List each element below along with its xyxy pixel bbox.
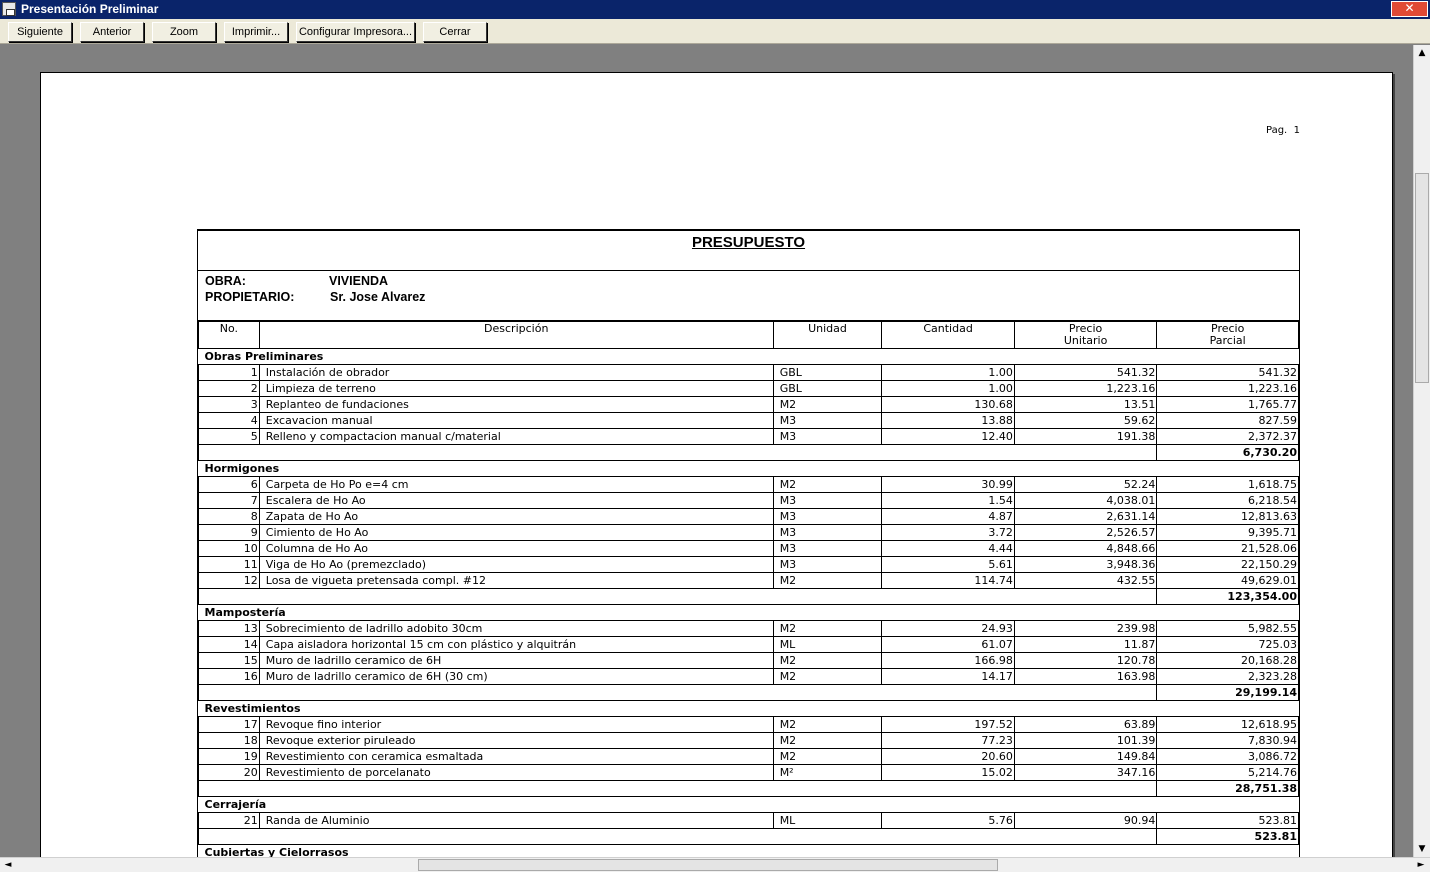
item-description: Limpieza de terreno xyxy=(259,381,773,397)
item-number: 17 xyxy=(199,717,260,733)
item-unit-price: 432.55 xyxy=(1014,573,1157,589)
item-number: 2 xyxy=(199,381,260,397)
item-description: Instalación de obrador xyxy=(259,365,773,381)
item-partial-price: 6,218.54 xyxy=(1157,493,1299,509)
table-row xyxy=(199,765,1299,781)
item-partial-price: 523.81 xyxy=(1157,813,1299,829)
title-bar xyxy=(0,0,1430,19)
item-unit: GBL xyxy=(773,365,882,381)
item-unit: M3 xyxy=(773,509,882,525)
item-description: Cimiento de Ho Ao xyxy=(259,525,773,541)
item-partial-price: 12,618.95 xyxy=(1157,717,1299,733)
section-title: Hormigones xyxy=(199,461,1299,477)
close-icon: ✕ xyxy=(1404,1,1415,15)
item-unit: M2 xyxy=(773,573,882,589)
item-quantity: 13.88 xyxy=(882,413,1015,429)
section-row xyxy=(199,605,1299,621)
item-partial-price: 7,830.94 xyxy=(1157,733,1299,749)
col-header-unidad: Unidad xyxy=(773,322,882,349)
table-row xyxy=(199,717,1299,733)
item-unit: M2 xyxy=(773,749,882,765)
item-partial-price: 5,982.55 xyxy=(1157,621,1299,637)
page-label: Pag. xyxy=(1266,125,1288,136)
item-unit-price: 163.98 xyxy=(1014,669,1157,685)
item-number: 7 xyxy=(199,493,260,509)
table-row xyxy=(199,493,1299,509)
section-subtotal: 6,730.20 xyxy=(1157,445,1299,461)
previous-button[interactable]: Anterior xyxy=(80,22,144,42)
preview-viewport xyxy=(0,45,1413,857)
item-partial-price: 12,813.63 xyxy=(1157,509,1299,525)
window-title: Presentación Preliminar xyxy=(21,2,159,16)
item-number: 21 xyxy=(199,813,260,829)
table-row xyxy=(199,397,1299,413)
section-row xyxy=(199,845,1299,858)
item-unit: M2 xyxy=(773,477,882,493)
col-header-descripcion: Descripción xyxy=(259,322,773,349)
item-unit: M3 xyxy=(773,413,882,429)
item-unit: M2 xyxy=(773,717,882,733)
item-unit-price: 4,848.66 xyxy=(1014,541,1157,557)
item-unit-price: 3,948.36 xyxy=(1014,557,1157,573)
table-row xyxy=(199,813,1299,829)
item-description: Replanteo de fundaciones xyxy=(259,397,773,413)
budget-report xyxy=(197,229,1300,857)
item-number: 14 xyxy=(199,637,260,653)
item-partial-price: 20,168.28 xyxy=(1157,653,1299,669)
item-number: 15 xyxy=(199,653,260,669)
item-number: 6 xyxy=(199,477,260,493)
item-quantity: 12.40 xyxy=(882,429,1015,445)
item-unit-price: 90.94 xyxy=(1014,813,1157,829)
item-quantity: 3.72 xyxy=(882,525,1015,541)
item-unit: ML xyxy=(773,813,882,829)
item-quantity: 30.99 xyxy=(882,477,1015,493)
item-quantity: 114.74 xyxy=(882,573,1015,589)
subtotal-spacer xyxy=(199,829,1157,845)
item-number: 3 xyxy=(199,397,260,413)
item-partial-price: 2,372.37 xyxy=(1157,429,1299,445)
item-unit: GBL xyxy=(773,381,882,397)
item-partial-price: 541.32 xyxy=(1157,365,1299,381)
item-unit-price: 191.38 xyxy=(1014,429,1157,445)
subtotal-spacer xyxy=(199,781,1157,797)
item-partial-price: 1,223.16 xyxy=(1157,381,1299,397)
item-number: 12 xyxy=(199,573,260,589)
item-description: Sobrecimiento de ladrillo adobito 30cm xyxy=(259,621,773,637)
table-row xyxy=(199,477,1299,493)
item-unit-price: 4,038.01 xyxy=(1014,493,1157,509)
item-partial-price: 1,765.77 xyxy=(1157,397,1299,413)
col-header-no: No. xyxy=(199,322,260,349)
item-unit-price: 149.84 xyxy=(1014,749,1157,765)
item-number: 18 xyxy=(199,733,260,749)
budget-table xyxy=(198,321,1299,857)
table-row xyxy=(199,429,1299,445)
item-unit: M2 xyxy=(773,397,882,413)
item-quantity: 24.93 xyxy=(882,621,1015,637)
propietario-value: Sr. Jose Alvarez xyxy=(330,290,426,304)
scroll-up-icon[interactable]: ▲ xyxy=(1418,48,1426,58)
col-header-precio-parcial xyxy=(1157,322,1299,349)
print-button[interactable]: Imprimir... xyxy=(224,22,288,42)
table-row xyxy=(199,749,1299,765)
subtotal-row xyxy=(199,589,1299,605)
report-page xyxy=(40,72,1393,857)
precio-parcial-line1: Precio xyxy=(1211,322,1245,335)
item-unit-price: 13.51 xyxy=(1014,397,1157,413)
item-number: 13 xyxy=(199,621,260,637)
scroll-down-icon[interactable]: ▼ xyxy=(1418,844,1426,854)
item-unit: M2 xyxy=(773,669,882,685)
section-title: Cerrajería xyxy=(199,797,1299,813)
page-number: 1 xyxy=(1293,125,1300,136)
item-partial-price: 827.59 xyxy=(1157,413,1299,429)
item-quantity: 15.02 xyxy=(882,765,1015,781)
item-number: 16 xyxy=(199,669,260,685)
item-quantity: 61.07 xyxy=(882,637,1015,653)
item-partial-price: 725.03 xyxy=(1157,637,1299,653)
section-title: Cubiertas y Cielorrasos xyxy=(199,845,1299,858)
subtotal-row xyxy=(199,445,1299,461)
item-quantity: 1.54 xyxy=(882,493,1015,509)
item-quantity: 5.61 xyxy=(882,557,1015,573)
item-unit-price: 1,223.16 xyxy=(1014,381,1157,397)
report-title: PRESUPUESTO xyxy=(198,231,1299,271)
precio-unitario-line1: Precio xyxy=(1068,322,1103,335)
col-header-cantidad: Cantidad xyxy=(882,322,1015,349)
item-unit-price: 347.16 xyxy=(1014,765,1157,781)
table-row xyxy=(199,541,1299,557)
item-number: 20 xyxy=(199,765,260,781)
section-row xyxy=(199,461,1299,477)
item-number: 8 xyxy=(199,509,260,525)
item-number: 1 xyxy=(199,365,260,381)
item-description: Randa de Aluminio xyxy=(259,813,773,829)
item-quantity: 5.76 xyxy=(882,813,1015,829)
subtotal-spacer xyxy=(199,589,1157,605)
table-row xyxy=(199,621,1299,637)
item-quantity: 20.60 xyxy=(882,749,1015,765)
precio-parcial-line2: Parcial xyxy=(1209,334,1246,347)
subtotal-spacer xyxy=(199,685,1157,701)
item-unit: M3 xyxy=(773,429,882,445)
item-unit: M2 xyxy=(773,733,882,749)
item-unit: M3 xyxy=(773,557,882,573)
item-description: Losa de vigueta pretensada compl. #12 xyxy=(259,573,773,589)
table-row xyxy=(199,509,1299,525)
section-subtotal: 123,354.00 xyxy=(1157,589,1299,605)
item-partial-price: 2,323.28 xyxy=(1157,669,1299,685)
budget-table-body xyxy=(199,349,1299,858)
item-quantity: 130.68 xyxy=(882,397,1015,413)
item-number: 4 xyxy=(199,413,260,429)
item-partial-price: 5,214.76 xyxy=(1157,765,1299,781)
section-subtotal: 29,199.14 xyxy=(1157,685,1299,701)
table-row xyxy=(199,413,1299,429)
item-partial-price: 22,150.29 xyxy=(1157,557,1299,573)
item-unit: M3 xyxy=(773,541,882,557)
item-quantity: 197.52 xyxy=(882,717,1015,733)
item-partial-price: 1,618.75 xyxy=(1157,477,1299,493)
printer-setup-button[interactable]: Configurar Impresora... xyxy=(296,22,415,42)
item-description: Escalera de Ho Ao xyxy=(259,493,773,509)
subtotal-row xyxy=(199,685,1299,701)
table-header-row xyxy=(199,322,1299,349)
item-unit: M2 xyxy=(773,653,882,669)
item-description: Viga de Ho Ao (premezclado) xyxy=(259,557,773,573)
item-number: 10 xyxy=(199,541,260,557)
section-row xyxy=(199,797,1299,813)
item-quantity: 166.98 xyxy=(882,653,1015,669)
item-unit-price: 120.78 xyxy=(1014,653,1157,669)
item-unit-price: 59.62 xyxy=(1014,413,1157,429)
vertical-scrollbar[interactable] xyxy=(1413,45,1430,857)
toolbar xyxy=(0,19,1430,44)
subtotal-spacer xyxy=(199,445,1157,461)
subtotal-row xyxy=(199,829,1299,845)
app-icon xyxy=(2,2,16,16)
vertical-scroll-thumb[interactable] xyxy=(1415,173,1429,383)
item-quantity: 1.00 xyxy=(882,381,1015,397)
item-description: Excavacion manual xyxy=(259,413,773,429)
item-description: Revestimiento de porcelanato xyxy=(259,765,773,781)
item-quantity: 4.44 xyxy=(882,541,1015,557)
item-partial-price: 21,528.06 xyxy=(1157,541,1299,557)
table-row xyxy=(199,381,1299,397)
table-row xyxy=(199,365,1299,381)
scroll-left-icon[interactable]: ◄ xyxy=(4,860,12,870)
propietario-label: PROPIETARIO: xyxy=(205,290,295,304)
table-row xyxy=(199,525,1299,541)
item-number: 19 xyxy=(199,749,260,765)
zoom-button[interactable]: Zoom xyxy=(152,22,216,42)
item-unit-price: 2,526.57 xyxy=(1014,525,1157,541)
item-unit: M3 xyxy=(773,493,882,509)
item-unit-price: 63.89 xyxy=(1014,717,1157,733)
item-unit-price: 541.32 xyxy=(1014,365,1157,381)
scroll-right-icon[interactable]: ► xyxy=(1417,860,1425,870)
table-row xyxy=(199,653,1299,669)
section-title: Obras Preliminares xyxy=(199,349,1299,365)
section-subtotal: 523.81 xyxy=(1157,829,1299,845)
item-number: 5 xyxy=(199,429,260,445)
item-description: Columna de Ho Ao xyxy=(259,541,773,557)
section-title: Mampostería xyxy=(199,605,1299,621)
item-partial-price: 3,086.72 xyxy=(1157,749,1299,765)
table-row xyxy=(199,557,1299,573)
close-preview-button[interactable]: Cerrar xyxy=(423,22,487,42)
table-row xyxy=(199,573,1299,589)
horizontal-scrollbar[interactable] xyxy=(0,857,1430,872)
item-unit-price: 101.39 xyxy=(1014,733,1157,749)
item-unit-price: 11.87 xyxy=(1014,637,1157,653)
table-row xyxy=(199,733,1299,749)
section-row xyxy=(199,701,1299,717)
subtotal-row xyxy=(199,781,1299,797)
obra-label: OBRA: xyxy=(205,274,246,288)
item-quantity: 4.87 xyxy=(882,509,1015,525)
page-number-label xyxy=(1266,125,1300,136)
item-number: 9 xyxy=(199,525,260,541)
item-unit: M3 xyxy=(773,525,882,541)
item-description: Capa aisladora horizontal 15 cm con plástico y alquitrán xyxy=(259,637,773,653)
item-number: 11 xyxy=(199,557,260,573)
item-description: Muro de ladrillo ceramico de 6H (30 cm) xyxy=(259,669,773,685)
item-description: Revoque exterior piruleado xyxy=(259,733,773,749)
item-description: Carpeta de Ho Po e=4 cm xyxy=(259,477,773,493)
next-button[interactable]: Siguiente xyxy=(8,22,72,42)
item-unit: M² xyxy=(773,765,882,781)
item-description: Muro de ladrillo ceramico de 6H xyxy=(259,653,773,669)
precio-unitario-line2: Unitario xyxy=(1063,334,1108,347)
item-partial-price: 49,629.01 xyxy=(1157,573,1299,589)
obra-value: VIVIENDA xyxy=(329,274,389,288)
section-row xyxy=(199,349,1299,365)
item-description: Revoque fino interior xyxy=(259,717,773,733)
item-description: Relleno y compactacion manual c/material xyxy=(259,429,773,445)
col-header-precio-unitario xyxy=(1014,322,1157,349)
close-window-button[interactable] xyxy=(1391,1,1428,17)
item-unit: ML xyxy=(773,637,882,653)
item-description: Zapata de Ho Ao xyxy=(259,509,773,525)
item-description: Revestimiento con ceramica esmaltada xyxy=(259,749,773,765)
item-quantity: 14.17 xyxy=(882,669,1015,685)
item-unit-price: 52.24 xyxy=(1014,477,1157,493)
item-unit: M2 xyxy=(773,621,882,637)
table-row xyxy=(199,669,1299,685)
item-quantity: 77.23 xyxy=(882,733,1015,749)
section-title: Revestimientos xyxy=(199,701,1299,717)
item-unit-price: 2,631.14 xyxy=(1014,509,1157,525)
section-subtotal: 28,751.38 xyxy=(1157,781,1299,797)
item-unit-price: 239.98 xyxy=(1014,621,1157,637)
item-quantity: 1.00 xyxy=(882,365,1015,381)
horizontal-scroll-thumb[interactable] xyxy=(418,859,998,871)
report-header-info xyxy=(198,271,1299,321)
table-row xyxy=(199,637,1299,653)
item-partial-price: 9,395.71 xyxy=(1157,525,1299,541)
